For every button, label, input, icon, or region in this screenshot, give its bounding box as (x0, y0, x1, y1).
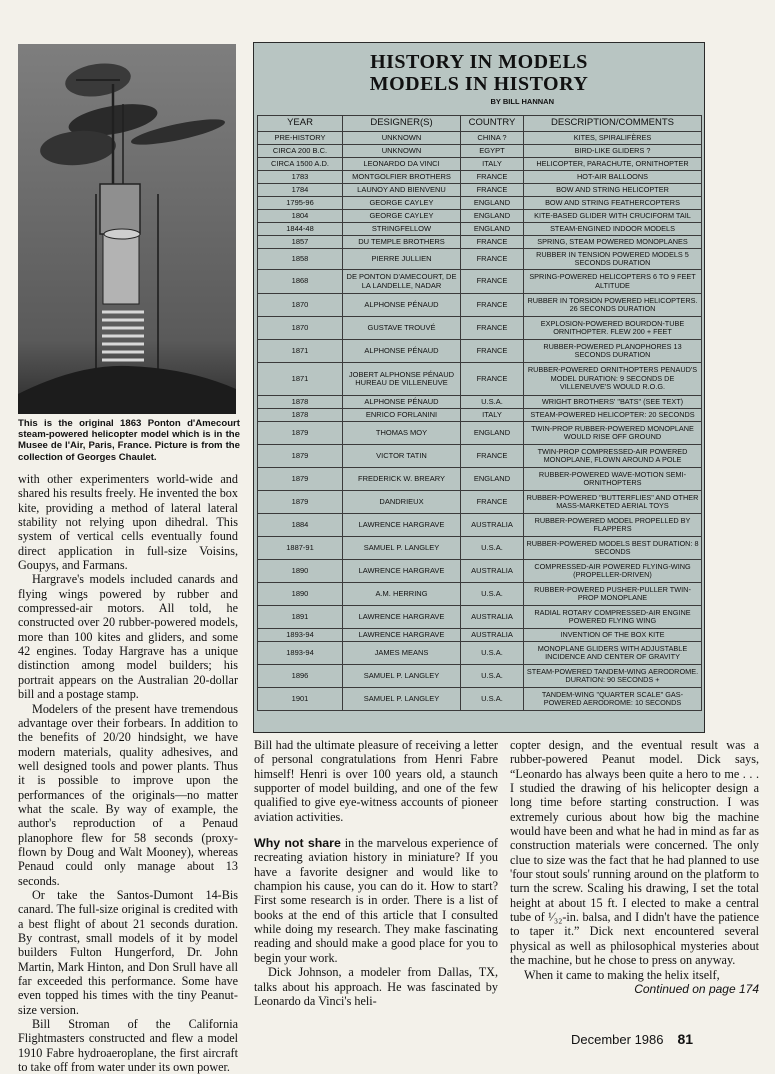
table-row (258, 396, 702, 409)
cell-country: FRANCE (461, 171, 524, 184)
cell-designer: LAWRENCE HARGRAVE (343, 606, 461, 629)
cell-description: INVENTION OF THE BOX KITE (524, 629, 702, 642)
table-row (258, 491, 702, 514)
table-row (258, 560, 702, 583)
cell-description: BOW AND STRING FEATHERCOPTERS (524, 197, 702, 210)
cell-designer: UNKNOWN (343, 145, 461, 158)
paragraph: with other experimenters world-wide and shared his results freely. He invented the box kite, providing a method of lateral lateral stability not relying upon dihedral. This system of vertical cells eventually found direct application in full-size Voisins, Goupys, and Farmans. (18, 472, 238, 573)
paragraph: When it came to making the helix itself, (524, 967, 720, 982)
paragraph-subhead (254, 836, 498, 965)
cell-designer: A.M. HERRING (343, 583, 461, 606)
cell-year: 1868 (258, 270, 343, 294)
cell-designer: ALPHONSE PÉNAUD (343, 294, 461, 317)
cell-year: 1870 (258, 317, 343, 340)
cell-year: 1890 (258, 560, 343, 583)
cell-description: RUBBER-POWERED "BUTTERFLIES" AND OTHER MASS-MARKETED AERIAL TOYS (524, 491, 702, 514)
paragraph: Dick Johnson, a modeler from Dallas, TX, talks about his approach. He was fascinated by Leonardo da Vinci's heli- (254, 965, 498, 1008)
cell-year: CIRCA 200 B.C. (258, 145, 343, 158)
cell-country: CHINA ? (461, 132, 524, 145)
cell-year: 1784 (258, 184, 343, 197)
table-row (258, 468, 702, 491)
paragraph: Hargrave's models included canards and flying wings powered by rubber and compressed-air motors. All told, he constructed over 20 rubber-powered models, more than 100 kites and gliders, and some 42 engines. Today Hargrave has a unique distinction among model builders; his portrait appears on the Australian 20-dollar bill and a postage stamp. (18, 572, 238, 702)
text-column-3 (510, 738, 759, 996)
cell-year: 1884 (258, 514, 343, 537)
table-row (258, 606, 702, 629)
cell-year: 1879 (258, 491, 343, 514)
table-row (258, 171, 702, 184)
table-row (258, 445, 702, 468)
cell-designer: JOBERT ALPHONSE PÉNAUD HUREAU DE VILLENEUVE (343, 363, 461, 396)
cell-description: TWIN-PROP COMPRESSED-AIR POWERED MONOPLANE, FLOWN AROUND A POLE (524, 445, 702, 468)
col-header-description: DESCRIPTION/COMMENTS (524, 116, 702, 132)
cell-designer: ALPHONSE PÉNAUD (343, 340, 461, 363)
cell-country: AUSTRALIA (461, 560, 524, 583)
cell-country: FRANCE (461, 317, 524, 340)
cell-year: 1879 (258, 422, 343, 445)
cell-description: BOW AND STRING HELICOPTER (524, 184, 702, 197)
table-row (258, 340, 702, 363)
cell-description: SPRING, STEAM POWERED MONOPLANES (524, 236, 702, 249)
table-title-line2: MODELS IN HISTORY (369, 73, 589, 95)
cell-description: KITE-BASED GLIDER WITH CRUCIFORM TAIL (524, 210, 702, 223)
cell-country: U.S.A. (461, 665, 524, 688)
cell-description: STEAM-POWERED TANDEM-WING AERODROME. DURATION: 90 SECONDS + (524, 665, 702, 688)
cell-designer: JAMES MEANS (343, 642, 461, 665)
cell-year: 1870 (258, 294, 343, 317)
col-header-designers: DESIGNER(S) (343, 116, 461, 132)
cell-designer: ENRICO FORLANINI (343, 409, 461, 422)
cell-designer: UNKNOWN (343, 132, 461, 145)
cell-designer: VICTOR TATIN (343, 445, 461, 468)
cell-description: RUBBER-POWERED MODEL PROPELLED BY FLAPPERS (524, 514, 702, 537)
cell-year: 1844-48 (258, 223, 343, 236)
cell-description: RUBBER IN TENSION POWERED MODELS 5 SECONDS DURATION (524, 249, 702, 270)
cell-country: FRANCE (461, 445, 524, 468)
cell-description: MONOPLANE GLIDERS WITH ADJUSTABLE INCIDENCE AND CENTER OF GRAVITY (524, 642, 702, 665)
cell-description: COMPRESSED-AIR POWERED FLYING-WING (PROPELLER-DRIVEN) (524, 560, 702, 583)
table-row (258, 223, 702, 236)
cell-country: FRANCE (461, 249, 524, 270)
table-byline: BY BILL HANNAN (490, 97, 554, 106)
cell-designer: ALPHONSE PÉNAUD (343, 396, 461, 409)
table-row (258, 158, 702, 171)
cell-designer: SAMUEL P. LANGLEY (343, 688, 461, 711)
cell-country: FRANCE (461, 184, 524, 197)
cell-description: RUBBER-POWERED WAVE-MOTION SEMI-ORNITHOPTERS (524, 468, 702, 491)
cell-country: AUSTRALIA (461, 629, 524, 642)
cell-country: FRANCE (461, 363, 524, 396)
table-row (258, 688, 702, 711)
cell-year: 1795-96 (258, 197, 343, 210)
cell-country: AUSTRALIA (461, 514, 524, 537)
cell-designer: SAMUEL P. LANGLEY (343, 665, 461, 688)
table-row (258, 642, 702, 665)
table-row (258, 210, 702, 223)
table-row (258, 236, 702, 249)
cell-designer: THOMAS MOY (343, 422, 461, 445)
cell-year: 1879 (258, 445, 343, 468)
table-row (258, 629, 702, 642)
table-row (258, 145, 702, 158)
cell-designer: LAWRENCE HARGRAVE (343, 560, 461, 583)
cell-year: 1896 (258, 665, 343, 688)
page-footer (571, 1031, 693, 1047)
table-row (258, 422, 702, 445)
cell-designer: LAWRENCE HARGRAVE (343, 514, 461, 537)
cell-year: 1858 (258, 249, 343, 270)
cell-country: ITALY (461, 409, 524, 422)
table-row (258, 270, 702, 294)
paragraph: copter design, and the eventual result was a rubber-powered Peanut model. Dick says, “Leonardo has always been quite a hero to me . . . I studied the drawing of his helicopter design a long time before starting construction. I was extremely curious about how big the machine would have been and what he had in mind as far as construction materials were concerned. The only clue to size was the fact that he had planned to use 'four stout souls' running around on the platform to turn the screw. Scaling his drawing, I set the total height at about 15 ft. I elected to make a central tube of ¹⁄₃₂-in. balsa, and I didn't have the patience to taper it.” Dick next encountered several physical as well as philosophical mysteries about the machine, but he chose to press on anyway. (510, 738, 759, 968)
cell-year: 1878 (258, 396, 343, 409)
cell-description: KITES, SPIRALIFÈRES (524, 132, 702, 145)
cell-designer: GEORGE CAYLEY (343, 210, 461, 223)
issue-date: December 1986 (571, 1032, 664, 1047)
cell-description: EXPLOSION-POWERED BOURDON-TUBE ORNITHOPTER. FLEW 200 + FEET (524, 317, 702, 340)
cell-designer: PIERRE JULLIEN (343, 249, 461, 270)
continued-note: Continued on page 174 (634, 981, 759, 996)
text-column-1 (18, 472, 238, 1074)
cell-year: 1887-91 (258, 537, 343, 560)
paragraph: Or take the Santos-Dumont 14-Bis canard. The full-size original is credited with a best flight of about 21 seconds duration. By contrast, small models of it by model builders Fulton Hungerford, Dr. John Martin, Mark Hinton, and Don Srull have all far exceeded this performance. Some have even topped his times with the tiny Peanut-size version. (18, 887, 238, 1017)
cell-country: U.S.A. (461, 688, 524, 711)
paragraph: Modelers of the present have tremendous advantage over their forbears. In addition to the benefits of 20/20 hindsight, we have modern materials, quality adhesives, and well designed tools and power plants. Thus it is possible to improve upon the performances of the originals—no matter what the scale. By way of example, the author's reproduction of a Penaud planophore flew for 58 seconds (proxy-flown by Doug and Walt Mooney), whereas Penaud could only manage about 13 seconds. (18, 701, 238, 888)
table-title-line1: HISTORY IN MODELS (370, 51, 588, 73)
cell-country: ENGLAND (461, 210, 524, 223)
table-row (258, 132, 702, 145)
cell-country: ITALY (461, 158, 524, 171)
cell-designer: DANDRIEUX (343, 491, 461, 514)
cell-designer: STRINGFELLOW (343, 223, 461, 236)
cell-year: CIRCA 1500 A.D. (258, 158, 343, 171)
cell-description: BIRD-LIKE GLIDERS ? (524, 145, 702, 158)
cell-country: FRANCE (461, 491, 524, 514)
cell-country: ENGLAND (461, 223, 524, 236)
table-row (258, 583, 702, 606)
cell-designer: DE PONTON D'AMECOURT, DE LA LANDELLE, NADAR (343, 270, 461, 294)
cell-designer: FREDERICK W. BREARY (343, 468, 461, 491)
cell-country: ENGLAND (461, 197, 524, 210)
paragraph: Bill had the ultimate pleasure of receiving a letter of personal congratulations from Henri Fabre himself! Henri is over 100 years old, a staunch supporter of model building, and one of the few qualified to give eye-witness accounts of pioneer aviation activities. (254, 738, 498, 824)
cell-year: 1804 (258, 210, 343, 223)
table-row (258, 363, 702, 396)
cell-description: WRIGHT BROTHERS' "BATS" (SEE TEXT) (524, 396, 702, 409)
cell-country: U.S.A. (461, 396, 524, 409)
cell-description: RUBBER-POWERED PUSHER-PULLER TWIN-PROP MONOPLANE (524, 583, 702, 606)
table-row (258, 409, 702, 422)
cell-year: 1890 (258, 583, 343, 606)
cell-year: PRE-HISTORY (258, 132, 343, 145)
text-column-2 (254, 738, 498, 1008)
table-row (258, 294, 702, 317)
cell-description: HOT-AIR BALLOONS (524, 171, 702, 184)
table-row (258, 249, 702, 270)
table-row (258, 537, 702, 560)
cell-country: U.S.A. (461, 537, 524, 560)
helicopter-model-photo (18, 44, 236, 414)
col-header-year: YEAR (258, 116, 343, 132)
cell-description: SPRING-POWERED HELICOPTERS 6 TO 9 FEET ALTITUDE (524, 270, 702, 294)
cell-country: EGYPT (461, 145, 524, 158)
cell-year: 1893-94 (258, 629, 343, 642)
cell-year: 1878 (258, 409, 343, 422)
cell-country: FRANCE (461, 270, 524, 294)
photo-caption: This is the original 1863 Ponton d'Amecourt steam-powered helicopter model which is in the Musee de l'Air, Paris, France. Picture is from the collection of Georges Chaulet. (18, 418, 240, 463)
cell-description: RUBBER IN TORSION POWERED HELICOPTERS. 26 SECONDS DURATION (524, 294, 702, 317)
cell-year: 1879 (258, 468, 343, 491)
cell-description: STEAM-ENGINED INDOOR MODELS (524, 223, 702, 236)
cell-designer: GEORGE CAYLEY (343, 197, 461, 210)
page-number: 81 (677, 1031, 694, 1047)
subhead-lead: Why not share (254, 836, 341, 851)
cell-designer: GUSTAVE TROUVÉ (343, 317, 461, 340)
table-header-row (258, 116, 702, 132)
cell-description: STEAM-POWERED HELICOPTER: 20 SECONDS (524, 409, 702, 422)
table-row (258, 665, 702, 688)
cell-designer: LAUNOY AND BIENVENU (343, 184, 461, 197)
cell-country: FRANCE (461, 236, 524, 249)
cell-description: RUBBER-POWERED ORNITHOPTERS PENAUD'S MODEL DURATION: 9 SECONDS DE VILLENEUVE'S WOULD R.O.G. (524, 363, 702, 396)
table-row (258, 317, 702, 340)
cell-year: 1901 (258, 688, 343, 711)
table-row (258, 184, 702, 197)
table-row (258, 514, 702, 537)
cell-country: ENGLAND (461, 422, 524, 445)
cell-description: TANDEM-WING "QUARTER SCALE" GAS-POWERED AERODROME: 10 SECONDS (524, 688, 702, 711)
cell-designer: LAWRENCE HARGRAVE (343, 629, 461, 642)
subhead-text: in the marvelous experience of recreating aviation history in miniature? If you have a favorite designer and would like to champion his cause, you can do it. How to start? First some research is in order. There is a list of books at the end of this article that I consulted while doing my research. They make fascinating reading and should make a good place for you to begin your work. (254, 836, 498, 965)
cell-description: RUBBER-POWERED PLANOPHORES 13 SECONDS DURATION (524, 340, 702, 363)
cell-description: RADIAL ROTARY COMPRESSED-AIR ENGINE POWERED FLYING WING (524, 606, 702, 629)
col-header-country: COUNTRY (461, 116, 524, 132)
history-table (257, 115, 702, 711)
cell-year: 1893-94 (258, 642, 343, 665)
history-table-panel (253, 42, 705, 733)
cell-designer: MONTGOLFIER BROTHERS (343, 171, 461, 184)
cell-description: RUBBER-POWERED MODELS BEST DURATION: 8 SECONDS (524, 537, 702, 560)
cell-designer: LEONARDO DA VINCI (343, 158, 461, 171)
cell-year: 1871 (258, 340, 343, 363)
cell-designer: DU TEMPLE BROTHERS (343, 236, 461, 249)
cell-designer: SAMUEL P. LANGLEY (343, 537, 461, 560)
cell-year: 1871 (258, 363, 343, 396)
cell-description: TWIN-PROP RUBBER-POWERED MONOPLANE WOULD RISE OFF GROUND (524, 422, 702, 445)
cell-country: FRANCE (461, 294, 524, 317)
cell-country: U.S.A. (461, 583, 524, 606)
cell-country: U.S.A. (461, 642, 524, 665)
cell-country: ENGLAND (461, 468, 524, 491)
paragraph: Bill Stroman of the California Flightmasters constructed and flew a model 1910 Fabre hydroaeroplane, the first aircraft to take off from water under its own power. (18, 1017, 238, 1074)
table-row (258, 197, 702, 210)
cell-year: 1891 (258, 606, 343, 629)
cell-country: FRANCE (461, 340, 524, 363)
cell-year: 1857 (258, 236, 343, 249)
cell-country: AUSTRALIA (461, 606, 524, 629)
cell-description: HELICOPTER, PARACHUTE, ORNITHOPTER (524, 158, 702, 171)
cell-year: 1783 (258, 171, 343, 184)
